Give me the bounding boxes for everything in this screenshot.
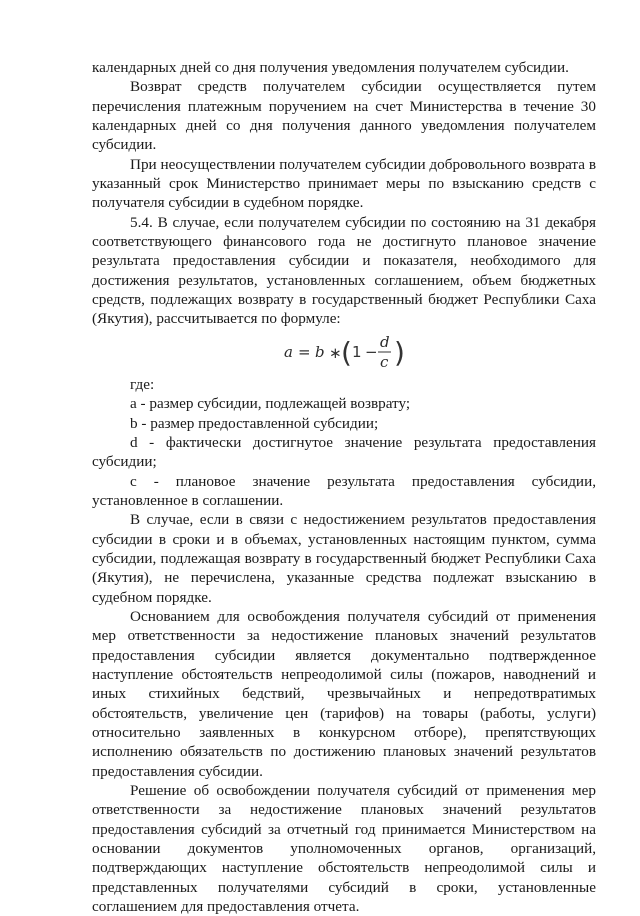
formula-b: b xyxy=(315,342,325,361)
definition-d: d - фактически достигнутое значение результата предоставления субсидии; xyxy=(92,433,596,471)
formula-left-paren: ( xyxy=(341,335,352,369)
definition-a: a - размер субсидии, подлежащей возврату; xyxy=(130,395,411,413)
paragraph-refund-method: Возврат средств получателем субсидии осуществляется путем перечисления платежным поручением на счет Министерства в течение 30 календарных дней со дня получения данного уведомления получателем субсидии. xyxy=(92,78,596,154)
paragraph-court-collection: В случае, если в связи с недостижением результатов предоставления субсидии в сроки и в объемах, установленных настоящим пунктом, сумма субсидии, подлежащая возврату в государственный бюджет Республики Саха (Якутия), не перечислена, указанные средства подлежат взысканию в судебном порядке. xyxy=(92,511,596,606)
formula-lhs: a xyxy=(284,342,293,361)
formula-multiply: ∗ xyxy=(329,343,342,362)
formula-minus: − xyxy=(365,342,378,361)
formula-denominator: c xyxy=(380,352,389,371)
formula-svg xyxy=(282,330,412,374)
where-label: где: xyxy=(130,375,155,393)
formula-one: 1 xyxy=(352,342,362,361)
paragraph-court-recovery: При неосуществлении получателем субсидии добровольного возврата в указанный срок Министерство принимает меры по взысканию средств с получателя субсидии в судебном порядке. xyxy=(92,155,596,212)
refund-formula xyxy=(92,330,596,374)
definition-b: b - размер предоставленной субсидии; xyxy=(130,414,379,432)
paragraph-exemption-decision: Решение об освобождении получателя субсидий от применения мер ответственности за недостижение плановых значений результатов предоставления субсидий за отчетный год принимается Министерством на основании документов уполномоченных органов, организаций, подтверждающих наступление обстоятельств непреодолимой силы и представленных получателями субсидий в сроки, установленные соглашением для предоставления отчета. xyxy=(92,782,596,916)
formula-equals: = xyxy=(298,342,311,361)
paragraph-5-4: 5.4. В случае, если получателем субсидии по состоянию на 31 декабря соответствующего финансового года не достигнуто плановое значение результата предоставления субсидии и показателя, необходимого для достижения результатов, установленных соглашением, объем бюджетных средств, подлежащих возврату в государственный бюджет Республики Саха (Якутия), рассчитывается по формуле: xyxy=(92,213,596,328)
formula-right-paren: ) xyxy=(394,335,405,369)
formula-numerator: d xyxy=(380,332,390,351)
paragraph-exemption-basis: Основанием для освобождения получателя субсидий от применения мер ответственности за недостижение плановых значений результатов предоставления субсидии является документально подтвержденное наступление обстоятельств непреодолимой силы (пожаров, наводнений и иных стихийных бедствий, чрезвычайных и непредотвратимых обстоятельств, увеличение цен (тарифов) на товары (работы, услуги) относительно заявленных в конкурсном отборе), препятствующих исполнению обязательств по достижению плановых значений результатов предоставления субсидии. xyxy=(92,607,596,780)
definition-c: c - плановое значение результата предоставления субсидии, установленное в соглашении. xyxy=(92,472,596,509)
paragraph-continuation: календарных дней со дня получения уведомления получателем субсидии. xyxy=(92,59,569,76)
